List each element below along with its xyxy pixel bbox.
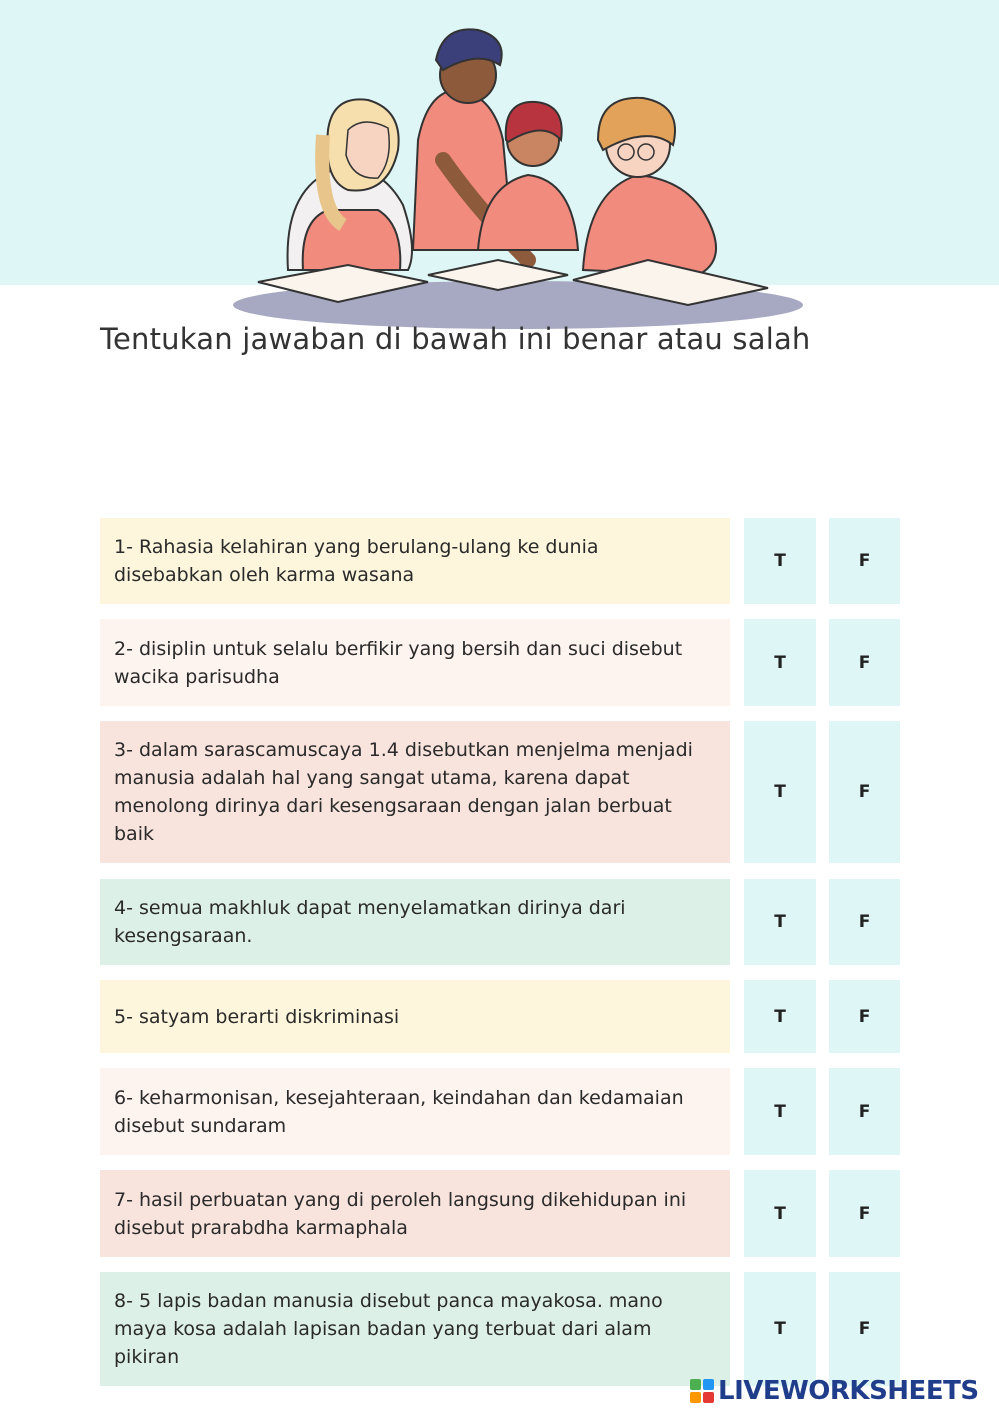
liveworksheets-logo-icon	[690, 1379, 714, 1403]
question-text: 4- semua makhluk dapat menyelamatkan dirinya dari kesengsaraan.	[100, 879, 730, 965]
question-text: 6- keharmonisan, kesejahteraan, keindahan dan kedamaian disebut sundaram	[100, 1068, 730, 1155]
question-row-7	[100, 1170, 900, 1257]
question-row-4	[100, 879, 900, 965]
question-row-3	[100, 721, 900, 863]
true-option-button[interactable]: T	[744, 980, 816, 1053]
logo-text: LIVEWORKSHEETS	[718, 1376, 979, 1406]
question-text: 2- disiplin untuk selalu berfikir yang bersih dan suci disebut wacika parisudha	[100, 619, 730, 706]
liveworksheets-logo[interactable]	[690, 1376, 979, 1406]
false-option-button[interactable]: F	[829, 721, 900, 863]
question-text: 8- 5 lapis badan manusia disebut panca mayakosa. mano maya kosa adalah lapisan badan yang terbuat dari alam pikiran	[100, 1272, 730, 1386]
question-text: 5- satyam berarti diskriminasi	[100, 980, 730, 1053]
question-row-1	[100, 518, 900, 604]
false-option-button[interactable]: F	[829, 518, 900, 604]
question-text: 7- hasil perbuatan yang di peroleh langsung dikehidupan ini disebut prarabdha karmaphala	[100, 1170, 730, 1257]
true-option-button[interactable]: T	[744, 1272, 816, 1386]
question-row-2	[100, 619, 900, 706]
question-text: 1- Rahasia kelahiran yang berulang-ulang ke dunia disebabkan oleh karma wasana	[100, 518, 730, 604]
question-row-8	[100, 1272, 900, 1386]
true-option-button[interactable]: T	[744, 619, 816, 706]
students-studying-illustration	[228, 20, 808, 330]
true-option-button[interactable]: T	[744, 518, 816, 604]
true-option-button[interactable]: T	[744, 721, 816, 863]
false-option-button[interactable]: F	[829, 1272, 900, 1386]
false-option-button[interactable]: F	[829, 879, 900, 965]
true-option-button[interactable]: T	[744, 879, 816, 965]
question-row-6	[100, 1068, 900, 1155]
false-option-button[interactable]: F	[829, 980, 900, 1053]
false-option-button[interactable]: F	[829, 1170, 900, 1257]
true-option-button[interactable]: T	[744, 1170, 816, 1257]
question-text: 3- dalam sarascamuscaya 1.4 disebutkan menjelma menjadi manusia adalah hal yang sangat utama, karena dapat menolong dirinya dari kesengsaraan dengan jalan berbuat baik	[100, 721, 730, 863]
false-option-button[interactable]: F	[829, 619, 900, 706]
false-option-button[interactable]: F	[829, 1068, 900, 1155]
true-option-button[interactable]: T	[744, 1068, 816, 1155]
page-title: Tentukan jawaban di bawah ini benar atau salah	[100, 322, 811, 356]
question-row-5	[100, 980, 900, 1053]
